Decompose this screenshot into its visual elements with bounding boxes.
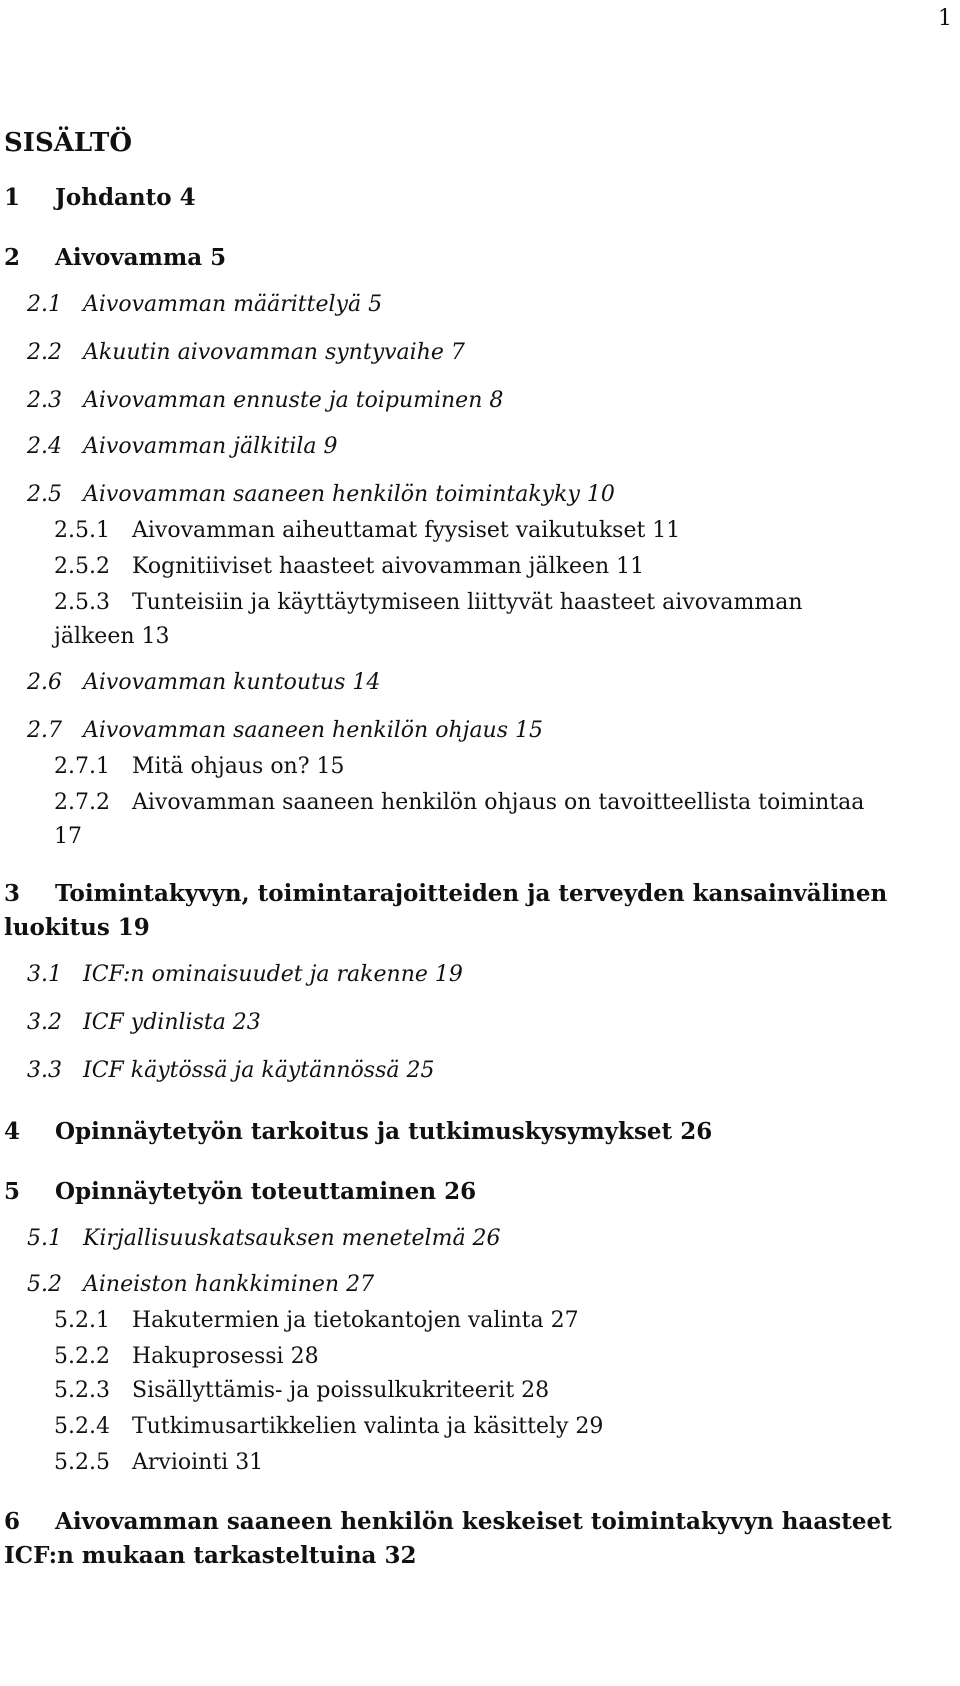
toc-entry[interactable] xyxy=(54,518,680,543)
toc-entry[interactable] xyxy=(27,482,615,507)
toc-entry-text: Johdanto 4 xyxy=(55,184,196,211)
toc-entry[interactable] xyxy=(27,434,338,459)
toc-entry-number: 1 xyxy=(4,184,21,211)
toc-entry-continuation: 17 xyxy=(54,824,82,849)
toc-entry[interactable] xyxy=(27,1272,374,1297)
toc-entry-number: 2.5.2 xyxy=(54,554,110,579)
toc-entry-text: Tunteisiin ja käyttäytymiseen liittyvät haasteet aivovamman xyxy=(132,590,803,615)
toc-entry-text: Mitä ohjaus on? 15 xyxy=(132,754,345,779)
toc-entry[interactable] xyxy=(27,1058,434,1083)
toc-entry[interactable] xyxy=(4,184,196,211)
toc-entry-number: 2.6 xyxy=(27,670,62,695)
toc-entry[interactable] xyxy=(27,962,463,987)
toc-entry-number: 3.2 xyxy=(27,1010,62,1035)
toc-entry-continuation: ICF:n mukaan tarkasteltuina 32 xyxy=(4,1542,417,1569)
toc-entry-number: 5 xyxy=(4,1178,21,1205)
toc-entry-number: 3.3 xyxy=(27,1058,62,1083)
toc-entry[interactable] xyxy=(4,1118,712,1145)
toc-entry-text: Hakuprosessi 28 xyxy=(132,1344,319,1369)
toc-entry[interactable] xyxy=(54,1308,579,1333)
toc-entry[interactable] xyxy=(54,754,345,779)
toc-entry[interactable] xyxy=(54,554,644,579)
toc-entry-text: Aivovamman aiheuttamat fyysiset vaikutukset 11 xyxy=(132,518,681,543)
toc-entry-text: Sisällyttämis- ja poissulkukriteerit 28 xyxy=(132,1378,550,1403)
toc-entry[interactable] xyxy=(4,880,887,907)
toc-entry-number: 5.1 xyxy=(27,1226,62,1251)
toc-entry-number: 5.2.3 xyxy=(54,1378,110,1403)
toc-entry-number: 2.7 xyxy=(27,718,62,743)
toc-entry-text: Aivovamman jälkitila 9 xyxy=(83,434,338,459)
toc-entry-text: Opinnäytetyön tarkoitus ja tutkimuskysymykset 26 xyxy=(55,1118,713,1145)
toc-entry[interactable] xyxy=(54,1450,263,1475)
toc-entry-text: Aivovamman saaneen henkilön ohjaus 15 xyxy=(83,718,544,743)
toc-entry-text: Aivovamman saaneen henkilön keskeiset toimintakyvyn haasteet xyxy=(55,1508,892,1535)
toc-entry-continuation: jälkeen 13 xyxy=(54,624,170,649)
toc-entry-number: 2.3 xyxy=(27,388,62,413)
toc-entry-text: Tutkimusartikkelien valinta ja käsittely 29 xyxy=(132,1414,604,1439)
toc-entry-number: 2.7.2 xyxy=(54,790,110,815)
toc-entry-text: ICF ydinlista 23 xyxy=(83,1010,261,1035)
toc-entry[interactable] xyxy=(54,1344,319,1369)
toc-entry-number: 3 xyxy=(4,880,21,907)
toc-entry-text: Aivovamman kuntoutus 14 xyxy=(83,670,381,695)
toc-entry-number: 2.5.3 xyxy=(54,590,110,615)
toc-entry-text: Aivovamman ennuste ja toipuminen 8 xyxy=(83,388,504,413)
toc-entry[interactable] xyxy=(27,1226,501,1251)
toc-entry-text: Aivovamman saaneen henkilön toimintakyky 10 xyxy=(83,482,615,507)
toc-entry-text: Opinnäytetyön toteuttaminen 26 xyxy=(55,1178,477,1205)
toc-entry-number: 5.2.1 xyxy=(54,1308,110,1333)
toc-entry[interactable] xyxy=(27,292,382,317)
toc-entry[interactable] xyxy=(27,388,503,413)
toc-entry-text: Arviointi 31 xyxy=(132,1450,264,1475)
toc-entry-number: 5.2.2 xyxy=(54,1344,110,1369)
toc-entry-text: Hakutermien ja tietokantojen valinta 27 xyxy=(132,1308,579,1333)
toc-entry-text: Aivovamma 5 xyxy=(55,244,227,271)
toc-entry-number: 5.2.5 xyxy=(54,1450,110,1475)
toc-entry[interactable] xyxy=(27,670,380,695)
toc-entry[interactable] xyxy=(54,1378,549,1403)
toc-entry-number: 2.2 xyxy=(27,340,62,365)
toc-entry-text: Kognitiiviset haasteet aivovamman jälkeen 11 xyxy=(132,554,645,579)
toc-entry[interactable] xyxy=(27,340,465,365)
toc-entry-number: 6 xyxy=(4,1508,21,1535)
toc-entry[interactable] xyxy=(54,790,864,815)
toc-entry-number: 2.4 xyxy=(27,434,62,459)
page-title: SISÄLTÖ xyxy=(4,128,133,158)
toc-entry-text: Aivovamman saaneen henkilön ohjaus on tavoitteellista toimintaa xyxy=(132,790,865,815)
toc-entry-text: Akuutin aivovamman syntyvaihe 7 xyxy=(83,340,465,365)
toc-entry-number: 2.5 xyxy=(27,482,62,507)
toc-entry-number: 2.5.1 xyxy=(54,518,110,543)
toc-entry-text: ICF:n ominaisuudet ja rakenne 19 xyxy=(83,962,463,987)
toc-entry-number: 2.7.1 xyxy=(54,754,110,779)
toc-entry[interactable] xyxy=(4,1508,892,1535)
toc-entry-text: Toimintakyvyn, toimintarajoitteiden ja terveyden kansainvälinen xyxy=(55,880,888,907)
toc-entry[interactable] xyxy=(27,718,543,743)
toc-entry-text: Kirjallisuuskatsauksen menetelmä 26 xyxy=(83,1226,501,1251)
toc-entry-number: 5.2 xyxy=(27,1272,62,1297)
toc-entry[interactable] xyxy=(54,1414,603,1439)
toc-entry[interactable] xyxy=(27,1010,261,1035)
toc-entry-number: 5.2.4 xyxy=(54,1414,110,1439)
toc-entry-text: ICF käytössä ja käytännössä 25 xyxy=(83,1058,435,1083)
toc-entry-text: Aineiston hankkiminen 27 xyxy=(83,1272,375,1297)
page-number: 1 xyxy=(938,6,952,31)
toc-entry-number: 2 xyxy=(4,244,21,271)
toc-entry-continuation: luokitus 19 xyxy=(4,914,150,941)
toc-entry-number: 2.1 xyxy=(27,292,62,317)
toc-entry[interactable] xyxy=(54,590,803,615)
toc-entry[interactable] xyxy=(4,1178,476,1205)
toc-entry-number: 3.1 xyxy=(27,962,62,987)
toc-entry-text: Aivovamman määrittelyä 5 xyxy=(83,292,383,317)
toc-entry[interactable] xyxy=(4,244,226,271)
toc-entry-number: 4 xyxy=(4,1118,21,1145)
